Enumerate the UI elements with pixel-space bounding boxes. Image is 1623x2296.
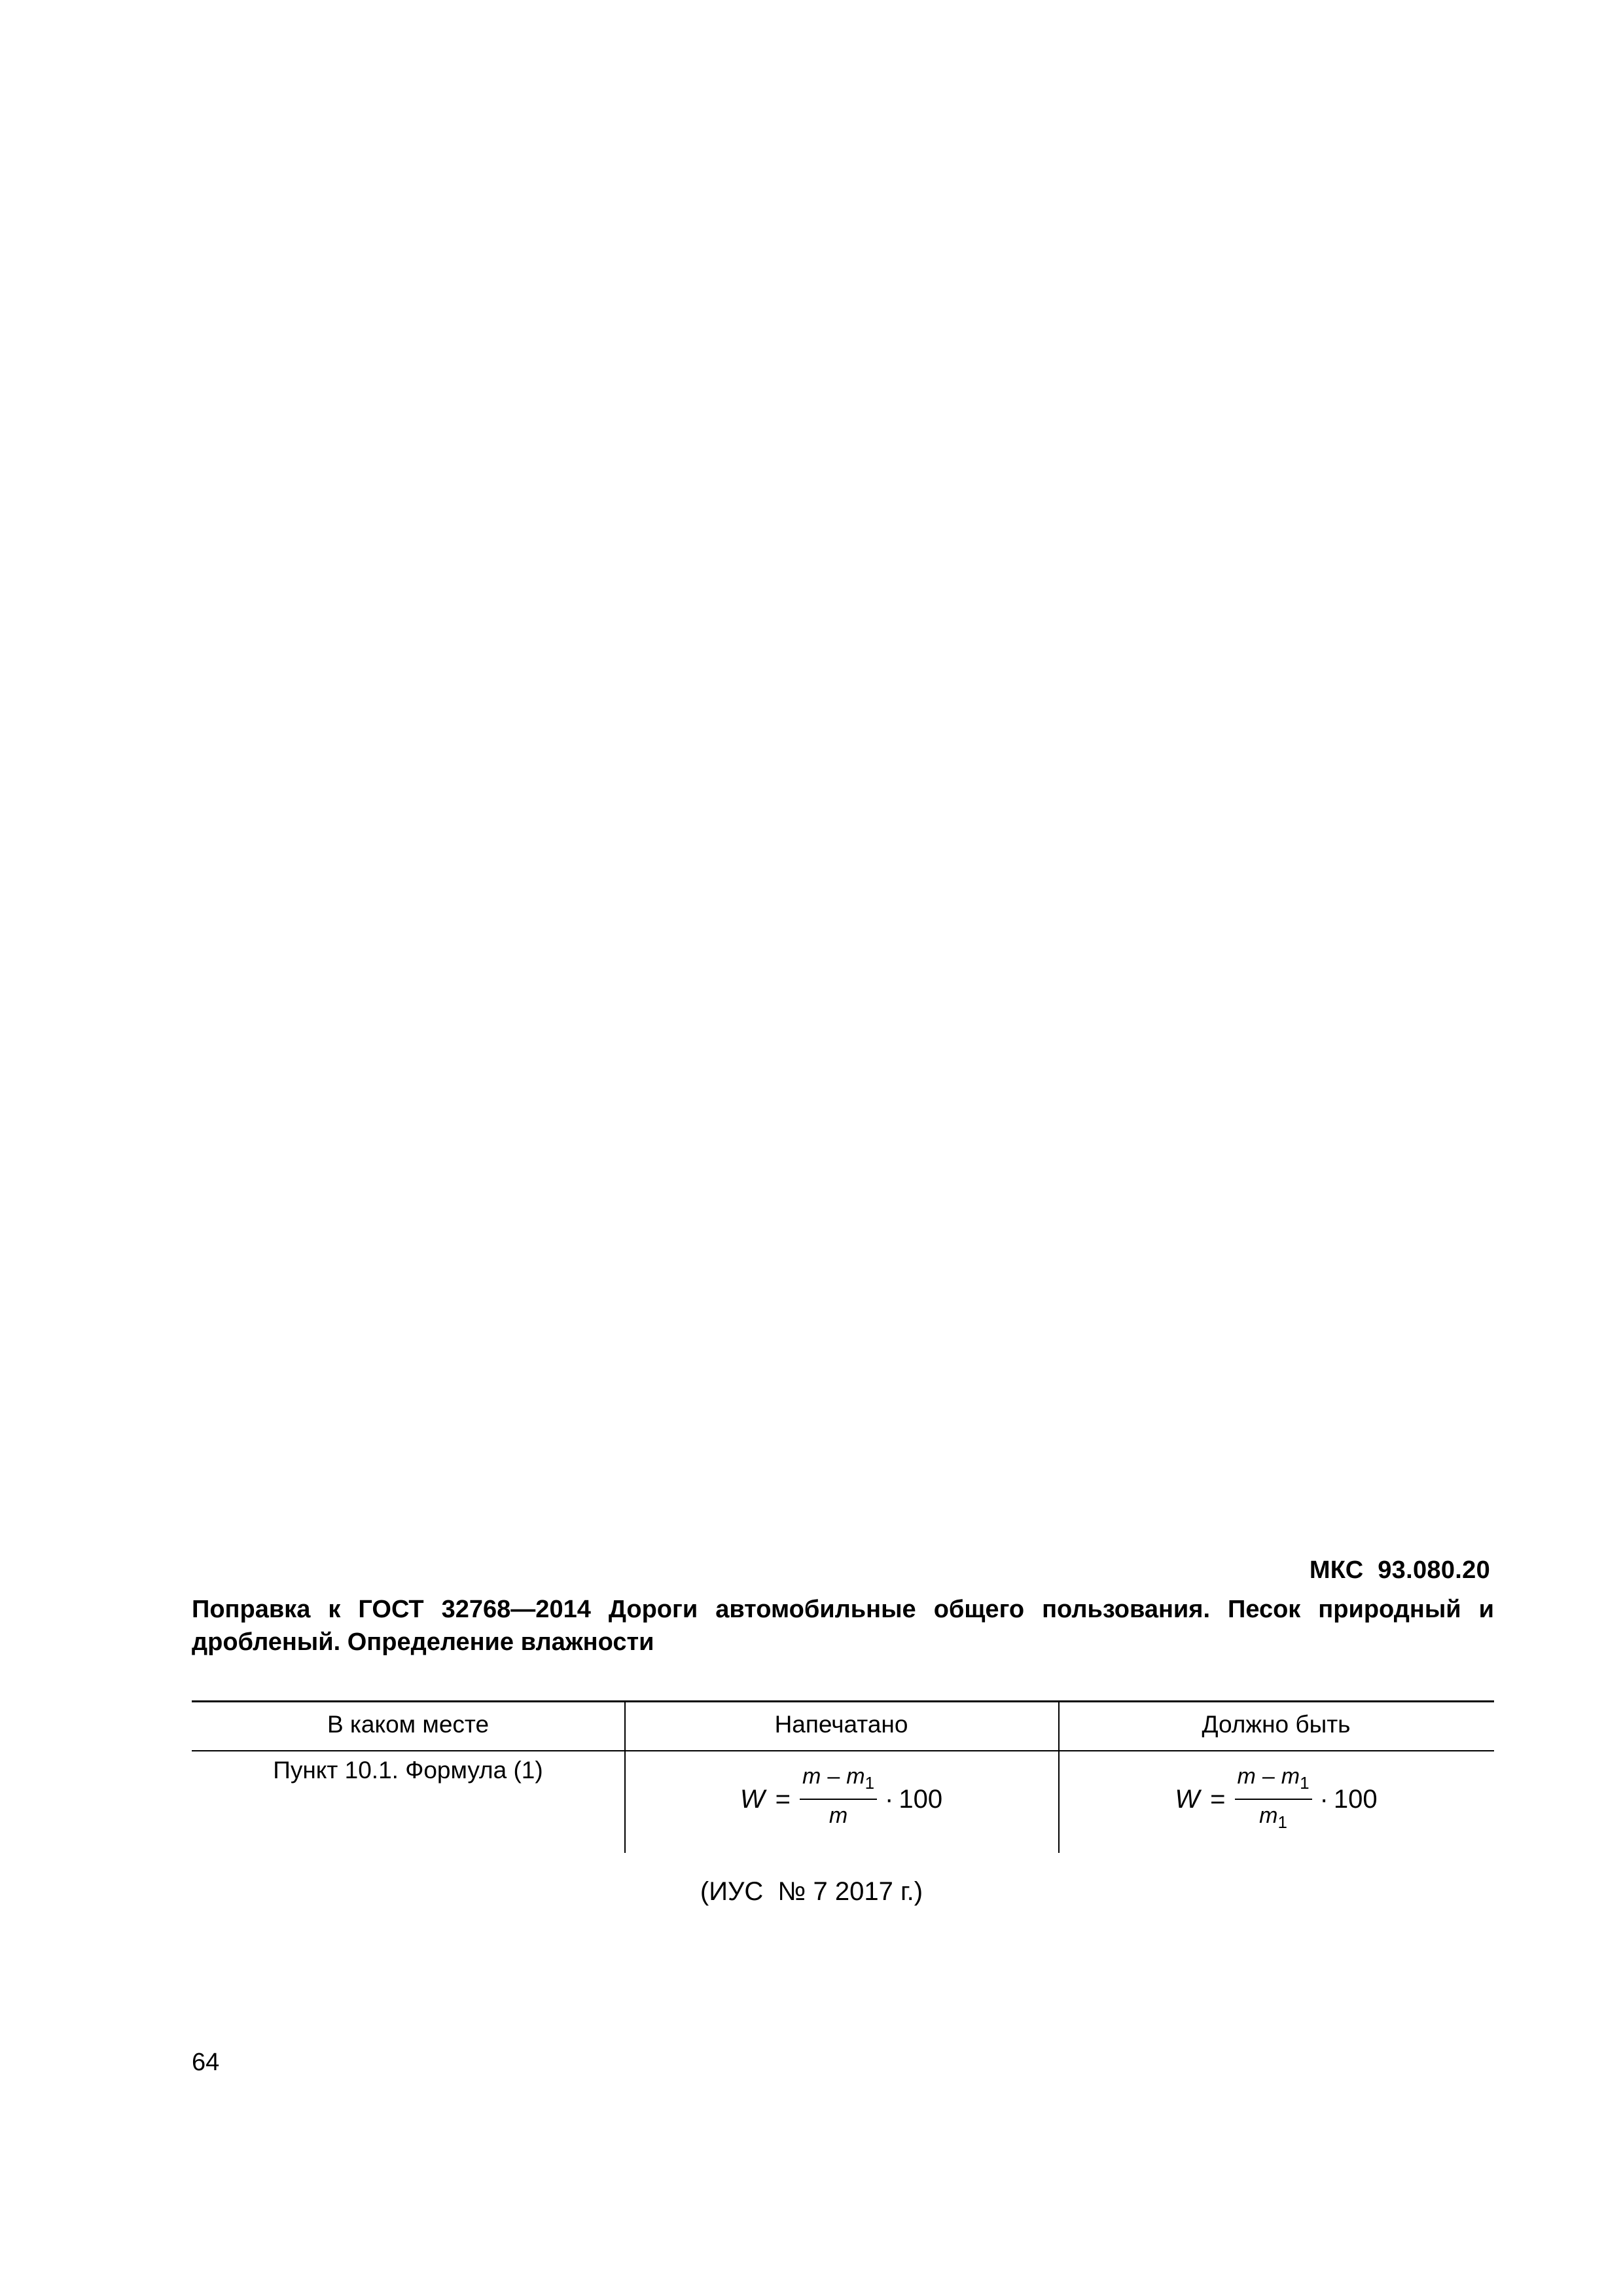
fraction-denominator bbox=[1259, 1800, 1287, 1835]
denominator-term: m bbox=[1259, 1803, 1278, 1828]
table-top-rule bbox=[192, 1700, 1494, 1702]
column-header-correct: Должно быть bbox=[1202, 1711, 1351, 1738]
denominator-subscript: 1 bbox=[1277, 1812, 1287, 1832]
formula-lhs: W bbox=[1175, 1784, 1200, 1814]
numerator-subscript: 1 bbox=[1300, 1773, 1310, 1793]
column-header-printed: Напечатано bbox=[774, 1711, 908, 1738]
numerator-term-b: m bbox=[1281, 1764, 1300, 1789]
formula-multiply: · bbox=[885, 1784, 894, 1814]
numerator-minus: – bbox=[827, 1764, 840, 1789]
formula-equals: = bbox=[775, 1784, 791, 1814]
formula-fraction bbox=[1235, 1763, 1312, 1835]
formula-fraction bbox=[800, 1763, 877, 1835]
fraction-numerator bbox=[800, 1763, 877, 1800]
mks-code: МКС 93.080.20 bbox=[1309, 1556, 1490, 1584]
document-title: Поправка к ГОСТ 32768—2014 Дороги автомобильные общего пользования. Песок природный и дробленый. Определение влажности bbox=[192, 1596, 1494, 1656]
row-place: Пункт 10.1. Формула (1) bbox=[273, 1757, 543, 1784]
page-number: 64 bbox=[192, 2049, 220, 2076]
formula-factor: 100 bbox=[899, 1784, 943, 1814]
formula-printed bbox=[624, 1763, 1058, 1835]
formula-multiply: · bbox=[1319, 1784, 1329, 1814]
numerator-minus: – bbox=[1262, 1764, 1275, 1789]
formula-lhs: W bbox=[740, 1784, 765, 1814]
numerator-subscript: 1 bbox=[865, 1773, 875, 1793]
column-header-place: В каком месте bbox=[327, 1711, 490, 1738]
denominator-term: m bbox=[829, 1803, 848, 1828]
formula-factor: 100 bbox=[1333, 1784, 1378, 1814]
source-reference: (ИУС № 7 2017 г.) bbox=[700, 1877, 923, 1906]
numerator-term-b: m bbox=[846, 1764, 865, 1789]
fraction-numerator bbox=[1235, 1763, 1312, 1800]
formula-equals: = bbox=[1210, 1784, 1226, 1814]
numerator-term-a: m bbox=[1237, 1764, 1256, 1789]
fraction-denominator bbox=[829, 1800, 847, 1835]
formula-correct bbox=[1058, 1763, 1494, 1835]
table-header-rule bbox=[192, 1750, 1494, 1751]
numerator-term-a: m bbox=[802, 1764, 821, 1789]
